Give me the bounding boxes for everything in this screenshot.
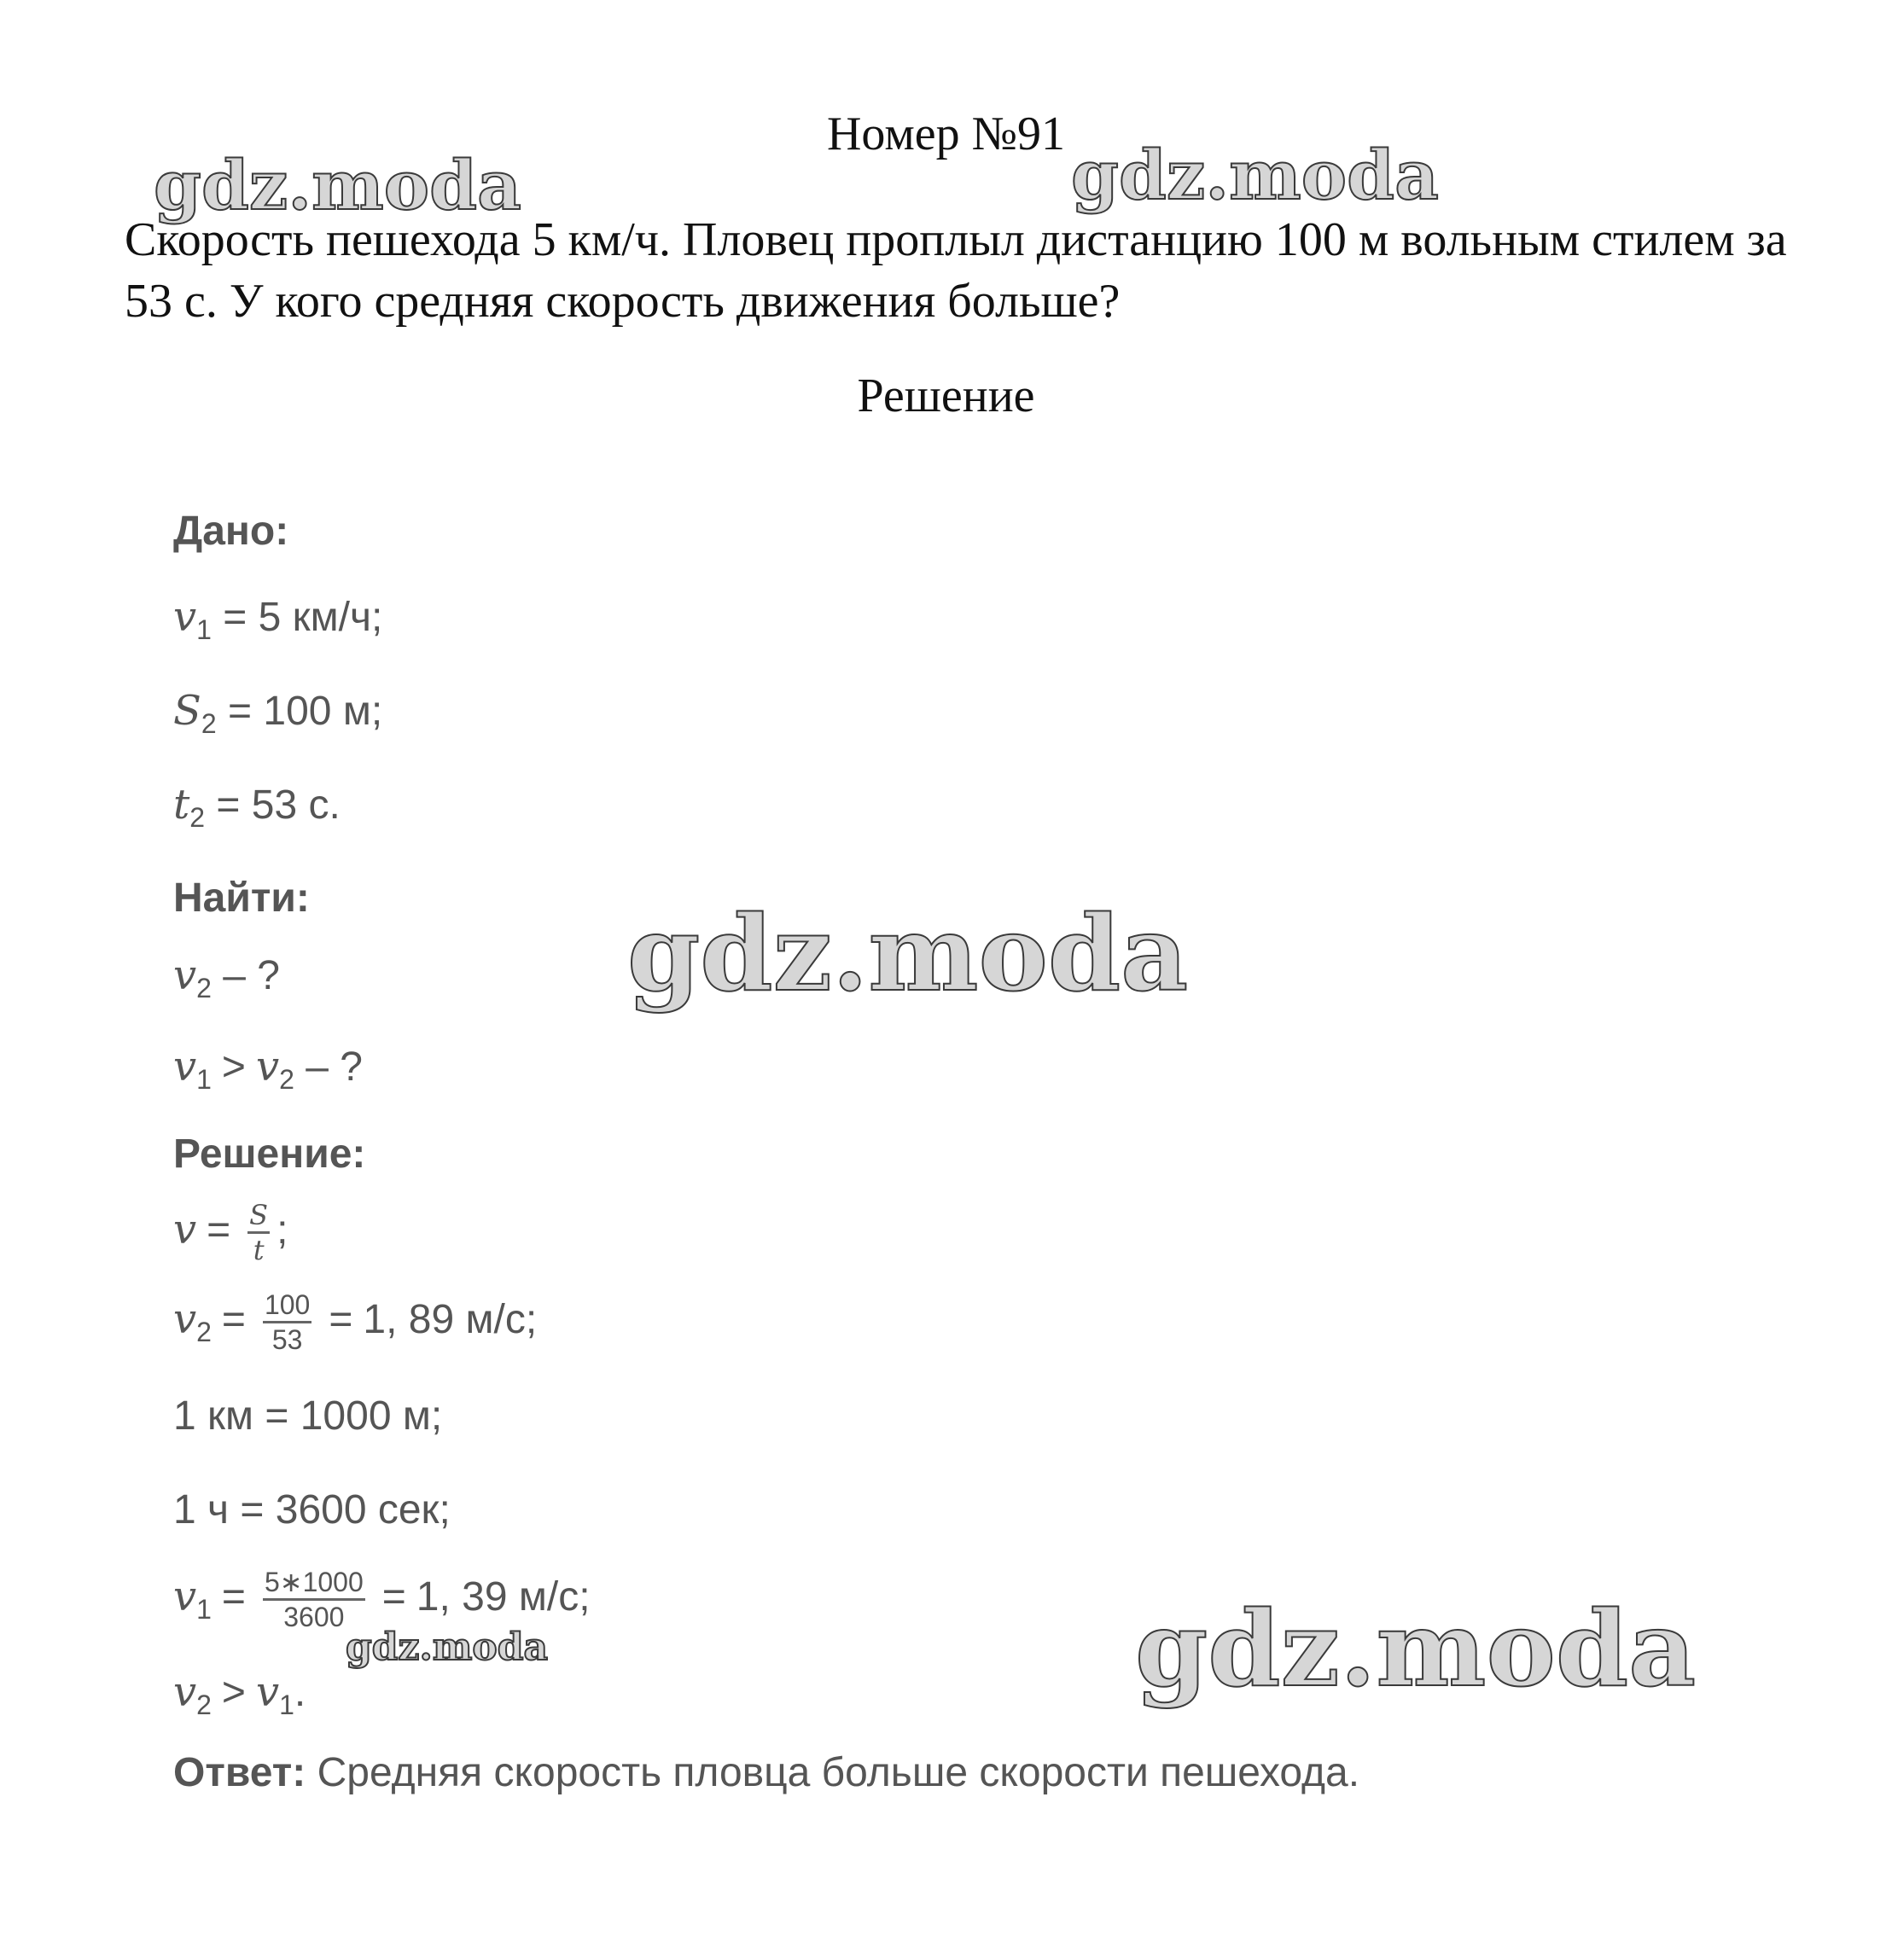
- given-s2: $S_2 = 100$ м;: [173, 687, 383, 739]
- answer-text: Средняя скорость пловца больше скорости пешехода.: [306, 1750, 1360, 1795]
- watermark: gdz.moda: [1135, 1587, 1697, 1710]
- watermark: gdz.moda: [627, 892, 1189, 1015]
- solution-label: Решение:: [173, 1131, 366, 1177]
- watermark: gdz.moda: [154, 145, 521, 225]
- watermark: gdz.moda: [1071, 135, 1439, 215]
- calc-v2: $v_2$ = $\frac{100}{53}$ = 1, 89 м/с;: [173, 1289, 538, 1355]
- given-v1: $v_1 = 5$ км/ч;: [173, 593, 383, 645]
- calc-v1: $v_1$ = $\frac{5∗1000}{3600}$ = 1, 39 м/с;: [173, 1567, 591, 1632]
- find-label: Найти:: [173, 875, 310, 921]
- find-v2: $v_2$ – ?: [173, 951, 280, 1003]
- page-title: Номер №91: [826, 108, 1066, 160]
- watermark: gdz.moda: [346, 1626, 549, 1669]
- answer-label: Ответ:: [173, 1750, 306, 1795]
- conversion-km: 1 км = 1000 м;: [173, 1393, 443, 1439]
- problem-statement: Скорость пешехода 5 км/ч. Пловец проплыл дистанцию 100 м вольным стилем за 53 с. У кого средняя скорость движения больше?: [125, 213, 1787, 328]
- compare-result: $v_2 > v_1$.: [173, 1668, 306, 1720]
- conversion-hour: 1 ч = 3600 сек;: [173, 1487, 451, 1533]
- find-compare: $v_1 > v_2$ – ?: [173, 1043, 363, 1095]
- given-label: Дано:: [173, 509, 289, 554]
- given-t2: $t_2 = 53$ с.: [173, 781, 341, 833]
- answer: [173, 1749, 1359, 1796]
- solution-heading: Решение: [857, 369, 1035, 422]
- formula-speed: v = $\frac{S}{t}$ ;: [173, 1199, 288, 1266]
